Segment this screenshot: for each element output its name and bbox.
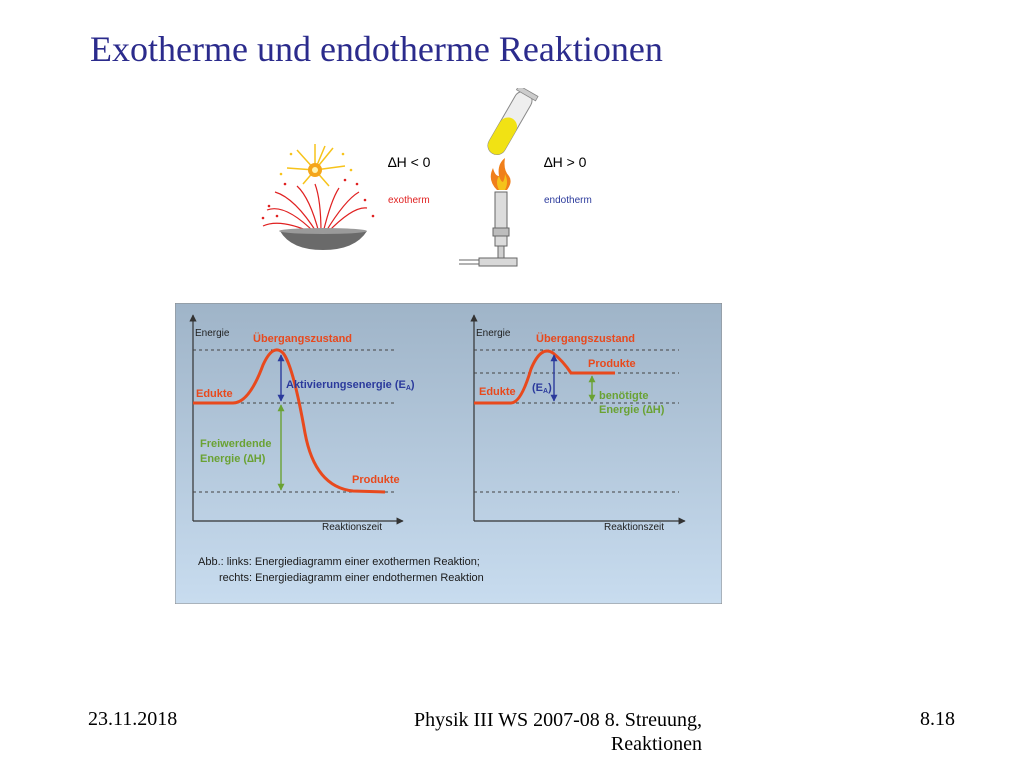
- exo-label: exotherm: [388, 195, 430, 206]
- left-released-label-1: Freiwerdende: [200, 438, 272, 450]
- left-activation-label: Aktivierungsenergie (EA): [286, 379, 415, 392]
- slide-title: Exotherme und endotherme Reaktionen: [90, 29, 663, 69]
- exo-delta-label: ∆H < 0: [388, 154, 431, 170]
- footer-course-line-2: Reaktionen: [610, 733, 702, 755]
- diagram-caption-line-1: Abb.: links: Energiediagramm einer exothermen Reaktion;: [198, 556, 480, 568]
- right-educts-label: Edukte: [479, 386, 516, 398]
- right-x-axis-label: Reaktionszeit: [604, 522, 665, 533]
- endo-label: endotherm: [544, 195, 592, 206]
- right-required-label-1: benötigte: [599, 390, 649, 402]
- left-transition-label: Übergangszustand: [253, 333, 353, 345]
- right-products-label: Produkte: [588, 358, 636, 370]
- energy-diagram-panel: [175, 303, 722, 604]
- diagram-caption-line-2: rechts: Energiediagramm einer endothermen Reaktion: [219, 572, 484, 584]
- burner-icon: [459, 192, 517, 266]
- footer-date: 23.11.2018: [88, 708, 178, 730]
- left-products-label: Produkte: [352, 474, 400, 486]
- left-released-label-2: Energie (∆H): [200, 453, 266, 465]
- flame-icon: [491, 158, 511, 190]
- left-y-axis-label: Energie: [195, 328, 230, 339]
- test-tube-icon: [483, 88, 538, 159]
- footer-course-line-1: Physik III WS 2007-08 8. Streuung,: [414, 709, 702, 731]
- footer-page-number: 8.18: [920, 708, 955, 730]
- explosion-icon: [262, 144, 375, 233]
- endo-delta-label: ∆H > 0: [544, 154, 587, 170]
- right-y-axis-label: Energie: [476, 328, 511, 339]
- left-x-axis-label: Reaktionszeit: [322, 522, 383, 533]
- right-activation-label: (EA): [532, 382, 552, 395]
- left-educts-label: Edukte: [196, 388, 233, 400]
- right-transition-label: Übergangszustand: [536, 333, 636, 345]
- right-required-label-2: Energie (∆H): [599, 404, 665, 416]
- footer-course: [380, 708, 702, 756]
- reaction-illustration: [255, 88, 615, 273]
